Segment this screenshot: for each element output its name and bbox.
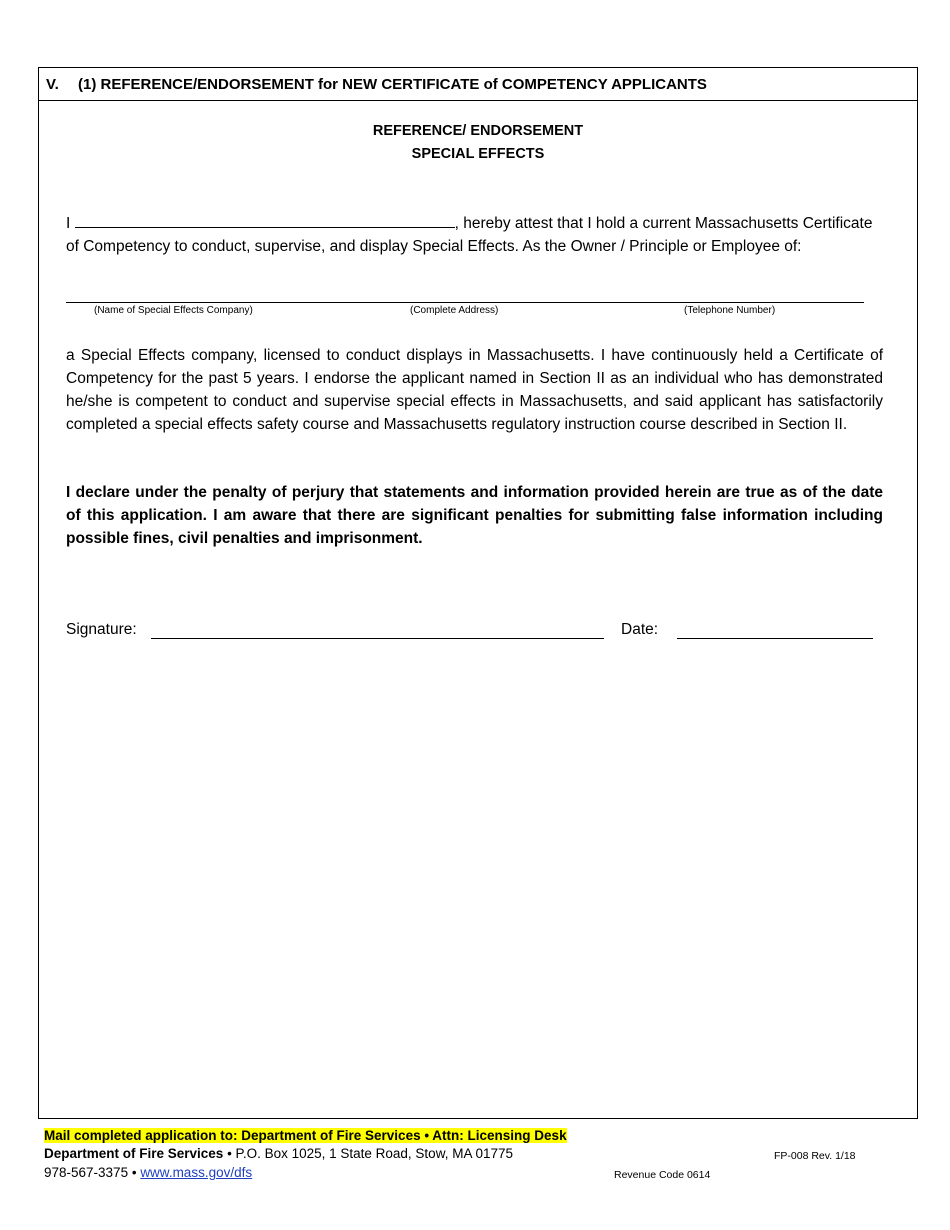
caption-address: (Complete Address) (410, 305, 499, 316)
declaration-paragraph: I declare under the penalty of perjury that statements and information provided herein are true as of the date of this application. I am aware that there are significant penalties for submitting false information including possible fines, civil penalties and imprisonment. (66, 484, 883, 547)
contact-line (44, 1165, 252, 1180)
section-header (39, 68, 917, 101)
section-number: V. (46, 76, 59, 93)
form-frame (38, 67, 918, 1119)
signature-field[interactable] (151, 638, 604, 639)
attest-prefix: I (66, 215, 71, 232)
date-field[interactable] (677, 638, 873, 639)
section-title: (1) REFERENCE/ENDORSEMENT for NEW CERTIFICATE of COMPETENCY APPLICANTS (78, 76, 707, 93)
dept-name: Department of Fire Services (44, 1146, 224, 1161)
form-subheading: SPECIAL EFFECTS (411, 146, 545, 162)
dept-address-line (44, 1146, 513, 1161)
form-code: FP-008 Rev. 1/18 (774, 1150, 856, 1162)
attester-name-field[interactable] (75, 213, 455, 228)
revenue-code: Revenue Code 0614 (614, 1169, 711, 1181)
company-info-field[interactable] (66, 302, 864, 303)
form-heading: REFERENCE/ ENDORSEMENT (372, 123, 584, 139)
attestation-paragraph (66, 212, 883, 258)
date-label: Date: (621, 621, 659, 638)
website-link[interactable]: www.mass.gov/dfs (140, 1165, 253, 1180)
endorsement-paragraph: a Special Effects company, licensed to conduct displays in Massachusetts. I have continuously held a Certificate of Competency for the past 5 years. I endorse the applicant named in Section II as an individual who has demonstrated he/she is competent to conduct and supervise special effects in Massachusetts, and said applicant has satisfactorily completed a special effects safety course and Massachusetts regulatory instruction course described in Section II. (66, 347, 883, 433)
caption-company-name: (Name of Special Effects Company) (94, 305, 253, 316)
attest-text: , hereby attest that I hold a current Massachusetts Certificate of Competency to conduct, supervise, and display Special Effects. As the Owner / Principle or Employee of: (66, 215, 873, 255)
caption-telephone: (Telephone Number) (684, 305, 776, 316)
phone-number: 978-567-3375 • (44, 1165, 141, 1180)
signature-label: Signature: (66, 621, 137, 638)
dept-address: • P.O. Box 1025, 1 State Road, Stow, MA 01775 (223, 1146, 513, 1161)
mail-instruction: Mail completed application to: Department of Fire Services • Attn: Licensing Desk (44, 1128, 567, 1143)
